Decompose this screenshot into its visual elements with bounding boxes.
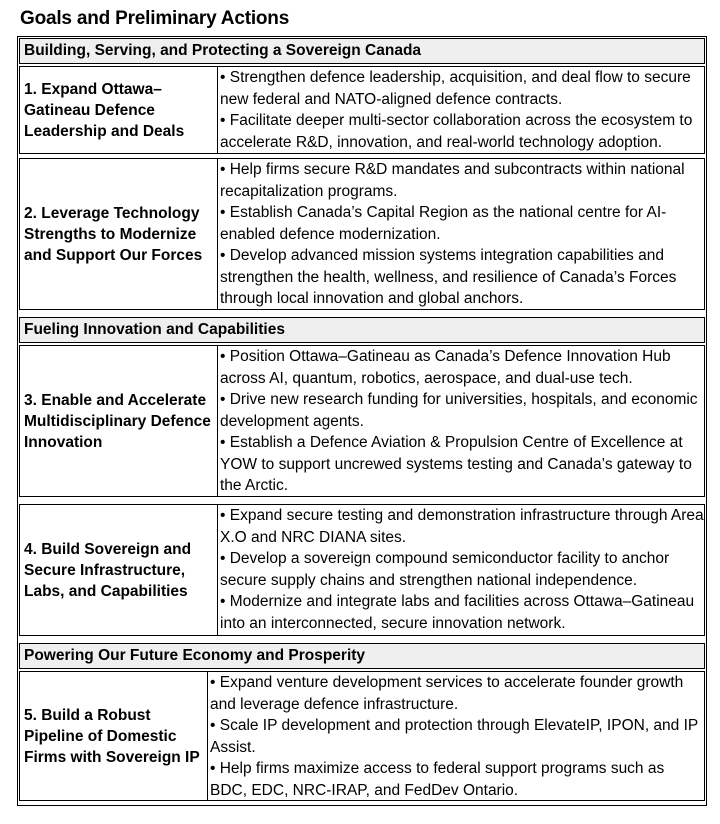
table-row <box>19 671 705 801</box>
action-item: • Scale IP development and protection through ElevateIP, IPON, and IP Assist. <box>210 717 698 756</box>
goal-actions <box>218 67 704 153</box>
action-item: • Develop advanced mission systems integration capabilities and strengthen the health, wellness, and resilience of Canada’s Forces through local innovation and global anchors. <box>220 247 677 307</box>
section-heading: Fueling Innovation and Capabilities <box>19 317 705 343</box>
goal-actions <box>218 346 704 496</box>
action-item: • Strengthen defence leadership, acquisition, and deal flow to secure new federal and NATO-aligned defence contracts. <box>220 69 691 108</box>
action-item: • Drive new research funding for universities, hospitals, and economic development agents. <box>220 391 698 430</box>
action-item: • Establish Canada’s Capital Region as the national centre for AI-enabled defence modernization. <box>220 204 667 243</box>
action-item: • Modernize and integrate labs and facilities across Ottawa–Gatineau into an interconnected, secure innovation network. <box>220 593 695 632</box>
table-row <box>19 66 705 154</box>
section-heading: Building, Serving, and Protecting a Sovereign Canada <box>19 38 705 64</box>
action-item: • Help firms maximize access to federal support programs such as BDC, EDC, NRC-IRAP, and FedDev Ontario. <box>210 760 665 799</box>
goal-label: 5. Build a Robust Pipeline of Domestic Firms with Sovereign IP <box>20 672 208 800</box>
goal-label: 4. Build Sovereign and Secure Infrastructure, Labs, and Capabilities <box>20 505 218 635</box>
table-row <box>19 158 705 310</box>
goal-actions <box>218 505 704 635</box>
action-item: • Position Ottawa–Gatineau as Canada’s Defence Innovation Hub across AI, quantum, robotics, aerospace, and dual-use tech. <box>220 348 671 387</box>
page-title: Goals and Preliminary Actions <box>20 8 290 29</box>
table-row <box>19 504 705 636</box>
action-item: • Develop a sovereign compound semiconductor facility to anchor secure supply chains and strengthen national independence. <box>220 550 670 589</box>
goal-label: 2. Leverage Technology Strengths to Modernize and Support Our Forces <box>20 159 218 309</box>
action-item: • Expand secure testing and demonstration infrastructure through Area X.O and NRC DIANA sites. <box>220 507 704 546</box>
goal-label: 1. Expand Ottawa–Gatineau Defence Leadership and Deals <box>20 67 218 153</box>
section-heading: Powering Our Future Economy and Prosperity <box>19 643 705 669</box>
table-row <box>19 345 705 497</box>
goal-label: 3. Enable and Accelerate Multidisciplinary Defence Innovation <box>20 346 218 496</box>
action-item: • Facilitate deeper multi-sector collaboration across the ecosystem to accelerate R&D, innovation, and real-world technology adoption. <box>220 112 693 151</box>
goal-actions <box>208 672 704 800</box>
action-item: • Help firms secure R&D mandates and subcontracts within national recapitalization programs. <box>220 161 685 200</box>
goal-actions <box>218 159 704 309</box>
action-item: • Expand venture development services to accelerate founder growth and leverage defence infrastructure. <box>210 674 684 713</box>
action-item: • Establish a Defence Aviation & Propulsion Centre of Excellence at YOW to support uncrewed systems testing and Canada’s gateway to the Arctic. <box>220 434 692 494</box>
